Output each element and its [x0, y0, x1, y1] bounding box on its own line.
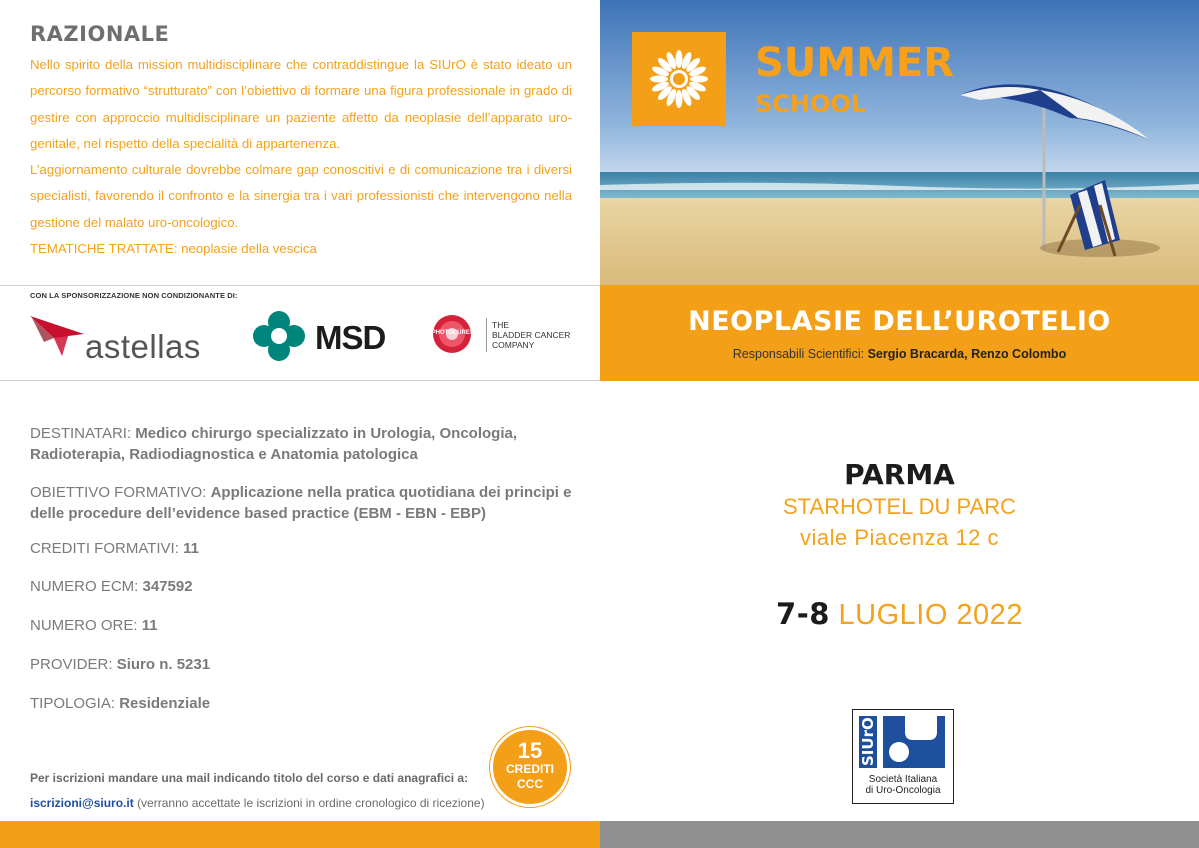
credits-badge-number: 15 — [517, 738, 543, 763]
registration-note: (verranno accettate le iscrizioni in ordine cronologico di ricezione) — [137, 796, 485, 810]
event-date-month: LUGLIO 2022 — [838, 599, 1023, 631]
scientific-leads-names: Sergio Bracarda, Renzo Colombo — [867, 347, 1067, 361]
siuro-caption: Società Italiana di Uro-Oncologia — [865, 774, 941, 796]
info-objective: OBIETTIVO FORMATIVO: Applicazione nella pratica quotidiana dei principi e delle procedure dell’evidence based practice (EBM - EBN - EBP) — [30, 484, 572, 522]
astellas-star-icon — [30, 312, 90, 362]
venue-section — [600, 381, 1199, 821]
photocure-mark: PHOTOCURE® — [431, 330, 475, 336]
scientific-leads — [600, 347, 1199, 361]
astellas-wordmark: astellas — [85, 328, 201, 365]
footer-bar-orange — [0, 821, 600, 848]
rationale-topics: TEMATICHE TRATTATE: neoplasie della vescica — [30, 241, 317, 257]
rationale-paragraph-2: L’aggiornamento culturale dovrebbe colmare gap conoscitivi e di comunicazione tra i diversi specialisti, favorendo il confronto e la sinergia tra i vari professionisti che intervengono nella gestione del malato uro-oncologico. — [30, 162, 572, 230]
event-date-days: 7-8 — [776, 597, 830, 631]
hero-title-school: SCHOOL — [755, 90, 867, 118]
credits-badge — [490, 727, 570, 807]
sun-icon — [632, 32, 726, 126]
msd-logo — [252, 310, 392, 362]
scientific-leads-label: Responsabili Scientifici: — [732, 347, 865, 361]
rationale-section — [0, 0, 600, 285]
siuro-logo — [852, 709, 954, 804]
msd-wordmark: MSD — [315, 319, 386, 356]
footer-bar-gray — [600, 821, 1199, 848]
registration-instructions: Per iscrizioni mandare una mail indicando titolo del corso e dati anagrafici a: — [30, 771, 469, 785]
hero-section — [600, 0, 1199, 285]
registration-email-link[interactable]: iscrizioni@siuro.it — [30, 796, 134, 810]
photocure-divider — [486, 318, 487, 352]
siuro-mark: SIUrO — [859, 717, 877, 766]
credits-badge-line2: CCC — [517, 777, 543, 791]
info-ecm: NUMERO ECM: 347592 — [30, 578, 193, 595]
rationale-title: RAZIONALE — [30, 22, 170, 46]
info-provider: PROVIDER: Siuro n. 5231 — [30, 656, 211, 673]
astellas-logo — [30, 308, 215, 368]
course-title: NEOPLASIE DELL’UROTELIO — [688, 306, 1111, 337]
info-type: TIPOLOGIA: Residenziale — [30, 695, 211, 712]
sponsors-caption: CON LA SPONSORIZZAZIONE NON CONDIZIONANTE DI: — [30, 291, 238, 300]
photocure-logo — [430, 314, 590, 360]
info-audience: DESTINATARI: Medico chirurgo specializzato in Urologia, Oncologia, Radioterapia, Radiodiagnostica e Anatomia patologica — [30, 425, 518, 463]
venue-address: viale Piacenza 12 c — [799, 525, 1000, 550]
event-date — [600, 597, 1199, 632]
hero-title-summer: SUMMER — [755, 40, 955, 86]
siuro-emblem-icon — [853, 710, 953, 774]
info-credits: CREDITI FORMATIVI: 11 — [30, 540, 199, 557]
title-banner — [600, 285, 1199, 381]
venue-hotel: STARHOTEL DU PARC — [782, 494, 1017, 519]
rationale-paragraph-1: Nello spirito della mission multidisciplinare che contraddistingue la SIUrO è stato ideato un percorso formativo “strutturato” con l’obiettivo di formare una figura professionale in grado di gestire con approccio multidisciplinare un paziente affetto da neoplasie dell’apparato uro-genitale, nel rispetto della specialità di appartenenza. — [30, 57, 572, 151]
sun-logo-box — [632, 32, 726, 126]
sponsors-section — [0, 285, 600, 381]
venue-city: PARMA — [844, 458, 955, 491]
msd-emblem-icon — [252, 310, 306, 362]
course-info-section — [0, 381, 600, 821]
registration-email-line — [30, 791, 485, 816]
registration-contact — [30, 766, 485, 816]
credits-badge-line1: CREDITI — [506, 762, 554, 776]
photocure-tagline: THE BLADDER CANCER COMPANY — [492, 320, 571, 350]
info-hours: NUMERO ORE: 11 — [30, 617, 158, 634]
